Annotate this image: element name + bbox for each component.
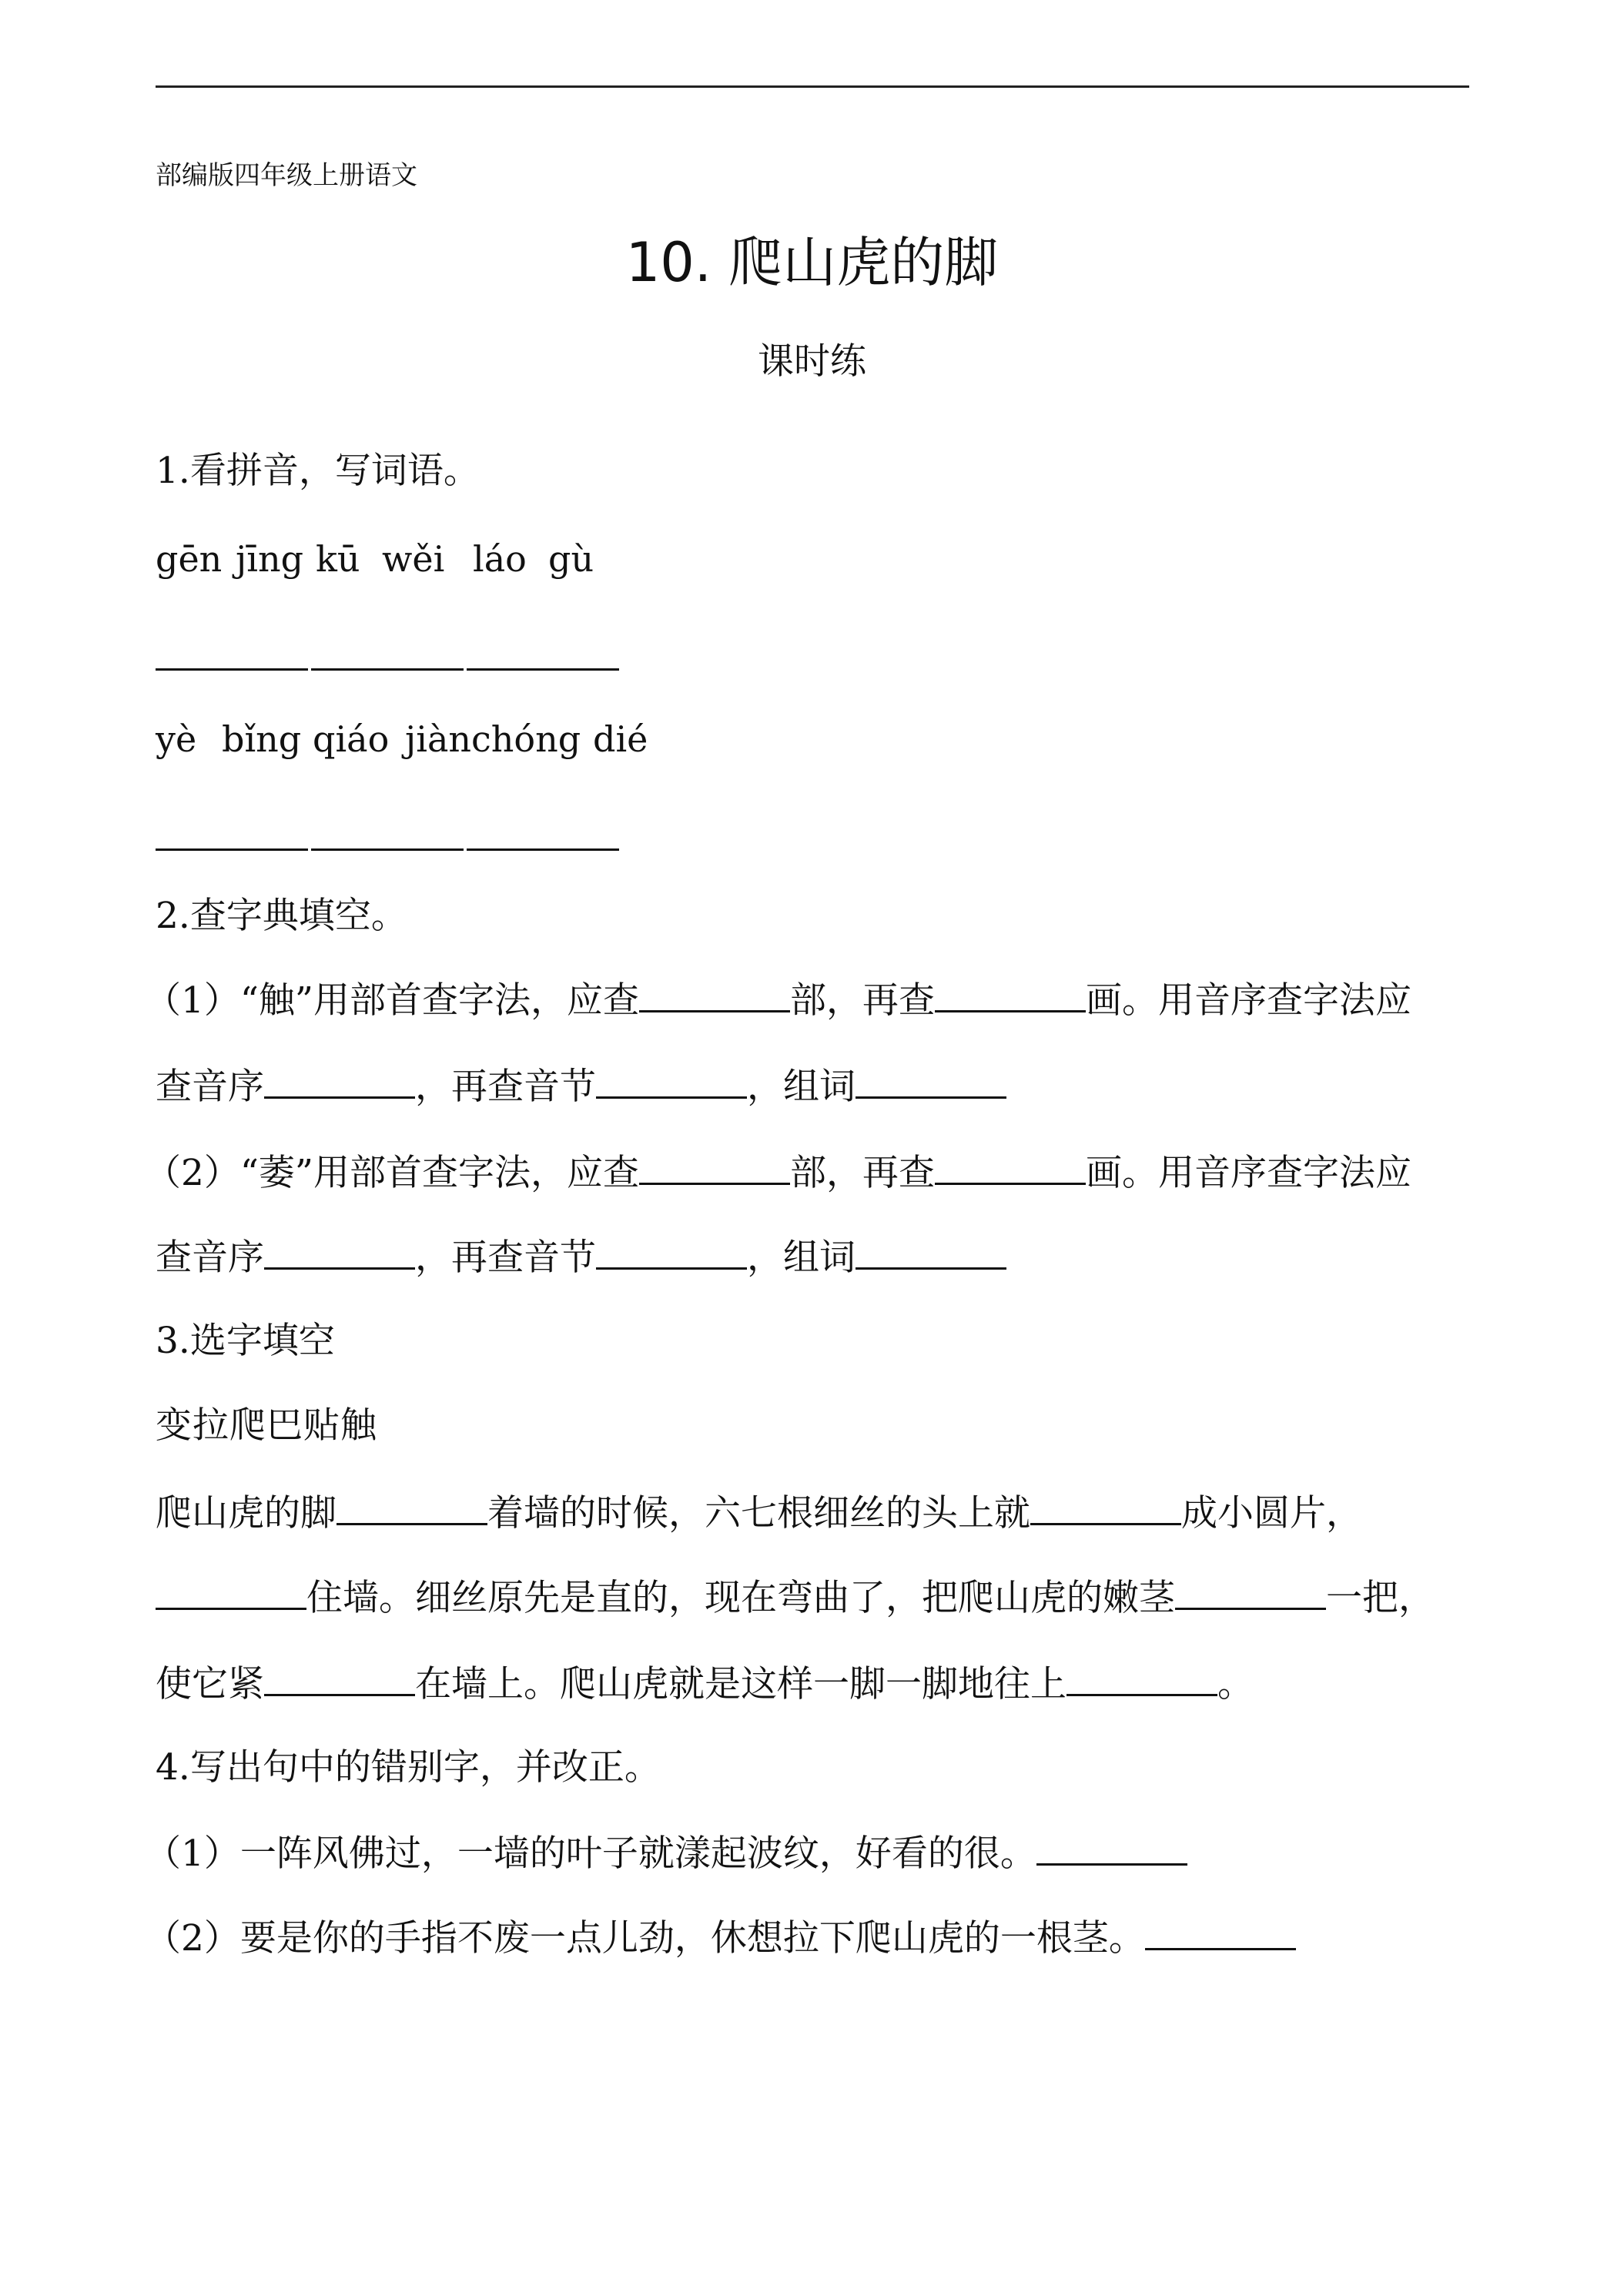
text: 。 bbox=[1217, 1663, 1254, 1705]
blank-field[interactable] bbox=[935, 976, 1086, 1012]
blank-field[interactable] bbox=[596, 1063, 747, 1099]
q2-item-1-line-1 bbox=[145, 976, 1411, 1024]
text: 成小圆片， bbox=[1181, 1492, 1362, 1535]
q2-item-2-line-1 bbox=[145, 1149, 1411, 1197]
q2-item-1-line-2 bbox=[156, 1063, 1006, 1110]
blank-field[interactable] bbox=[264, 1233, 415, 1270]
pinyin: jīng bbox=[236, 538, 304, 580]
q3-prompt: 3.选字填空 bbox=[156, 1320, 335, 1362]
text: （1）“触”用部首查字法，应查 bbox=[145, 979, 639, 1022]
text: 画。用音序查字法应 bbox=[1085, 979, 1411, 1022]
blank-field[interactable] bbox=[1145, 1914, 1296, 1950]
text: 查音序 bbox=[156, 1237, 264, 1279]
blank-field[interactable] bbox=[596, 1233, 747, 1270]
blank-field[interactable] bbox=[264, 1063, 415, 1099]
text: 使它紧 bbox=[156, 1663, 264, 1705]
text: 部，再查 bbox=[789, 979, 935, 1022]
answer-line[interactable] bbox=[467, 668, 619, 671]
text: ，组词 bbox=[747, 1237, 856, 1279]
q1-answer-lines-2[interactable] bbox=[156, 848, 622, 851]
q3-passage-line-1 bbox=[156, 1489, 1362, 1537]
blank-field[interactable] bbox=[1036, 1829, 1187, 1866]
q3-passage-line-3 bbox=[156, 1660, 1254, 1708]
pinyin: gù bbox=[548, 538, 594, 580]
blank-field[interactable] bbox=[1030, 1489, 1181, 1525]
answer-line[interactable] bbox=[156, 668, 308, 671]
blank-field[interactable] bbox=[1066, 1660, 1217, 1696]
text: 部，再查 bbox=[789, 1152, 935, 1194]
answer-line[interactable] bbox=[311, 668, 464, 671]
q1-prompt: 1.看拼音，写词语。 bbox=[156, 450, 480, 492]
text: 爬山虎的脚 bbox=[156, 1492, 337, 1535]
text: 住墙。细丝原先是直的，现在弯曲了，把爬山虎的嫩茎 bbox=[306, 1577, 1175, 1619]
text: 着墙的时候，六七根细丝的头上就 bbox=[487, 1492, 1030, 1535]
text: ，再查音节 bbox=[415, 1237, 596, 1279]
blank-field[interactable] bbox=[156, 1574, 306, 1610]
text: 画。用音序查字法应 bbox=[1085, 1152, 1411, 1194]
text: （2）要是你的手指不废一点儿劲，休想拉下爬山虎的一根茎。 bbox=[145, 1917, 1145, 1960]
text: ，组词 bbox=[747, 1066, 856, 1108]
q1-answer-lines-1[interactable] bbox=[156, 668, 622, 671]
text: （2）“萎”用部首查字法，应查 bbox=[145, 1152, 639, 1194]
text: 查音序 bbox=[156, 1066, 264, 1108]
q4-item-1 bbox=[145, 1829, 1187, 1877]
pinyin: láo bbox=[473, 538, 527, 580]
pinyin: wěi bbox=[382, 538, 445, 580]
text: （1）一阵风佛过，一墙的叶子就漾起波纹，好看的很。 bbox=[145, 1832, 1036, 1875]
q3-passage-line-2 bbox=[156, 1574, 1435, 1622]
q4-prompt: 4.写出句中的错别字，并改正。 bbox=[156, 1746, 661, 1789]
pinyin: yè bbox=[156, 718, 197, 760]
pinyin: qiáo bbox=[313, 718, 390, 760]
pinyin: jiàn bbox=[405, 718, 472, 760]
text: ，再查音节 bbox=[415, 1066, 596, 1108]
blank-field[interactable] bbox=[639, 1149, 790, 1185]
blank-field[interactable] bbox=[856, 1063, 1006, 1099]
blank-field[interactable] bbox=[935, 1149, 1086, 1185]
header-rule bbox=[156, 85, 1469, 88]
pinyin: gēn bbox=[156, 538, 223, 580]
q2-item-2-line-2 bbox=[156, 1233, 1006, 1281]
q2-prompt: 2.查字典填空。 bbox=[156, 895, 407, 937]
text: 一把， bbox=[1326, 1577, 1435, 1619]
blank-field[interactable] bbox=[1175, 1574, 1326, 1610]
blank-field[interactable] bbox=[856, 1233, 1006, 1270]
answer-line[interactable] bbox=[311, 848, 464, 851]
answer-line[interactable] bbox=[156, 848, 308, 851]
page-title: 10. 爬山虎的脚 bbox=[625, 231, 999, 294]
pinyin: dié bbox=[593, 718, 648, 760]
blank-field[interactable] bbox=[264, 1660, 415, 1696]
series-label: 部编版四年级上册语文 bbox=[156, 160, 417, 191]
pinyin: bǐng bbox=[222, 718, 302, 760]
answer-line[interactable] bbox=[467, 848, 619, 851]
q3-choices: 变拉爬巴贴触 bbox=[156, 1404, 377, 1447]
blank-field[interactable] bbox=[337, 1489, 487, 1525]
pinyin: chóng bbox=[471, 718, 581, 760]
blank-field[interactable] bbox=[639, 976, 790, 1012]
pinyin: kū bbox=[316, 538, 360, 580]
q4-item-2 bbox=[145, 1914, 1296, 1962]
text: 在墙上。爬山虎就是这样一脚一脚地往上 bbox=[415, 1663, 1066, 1705]
page-subtitle: 课时练 bbox=[758, 340, 866, 383]
